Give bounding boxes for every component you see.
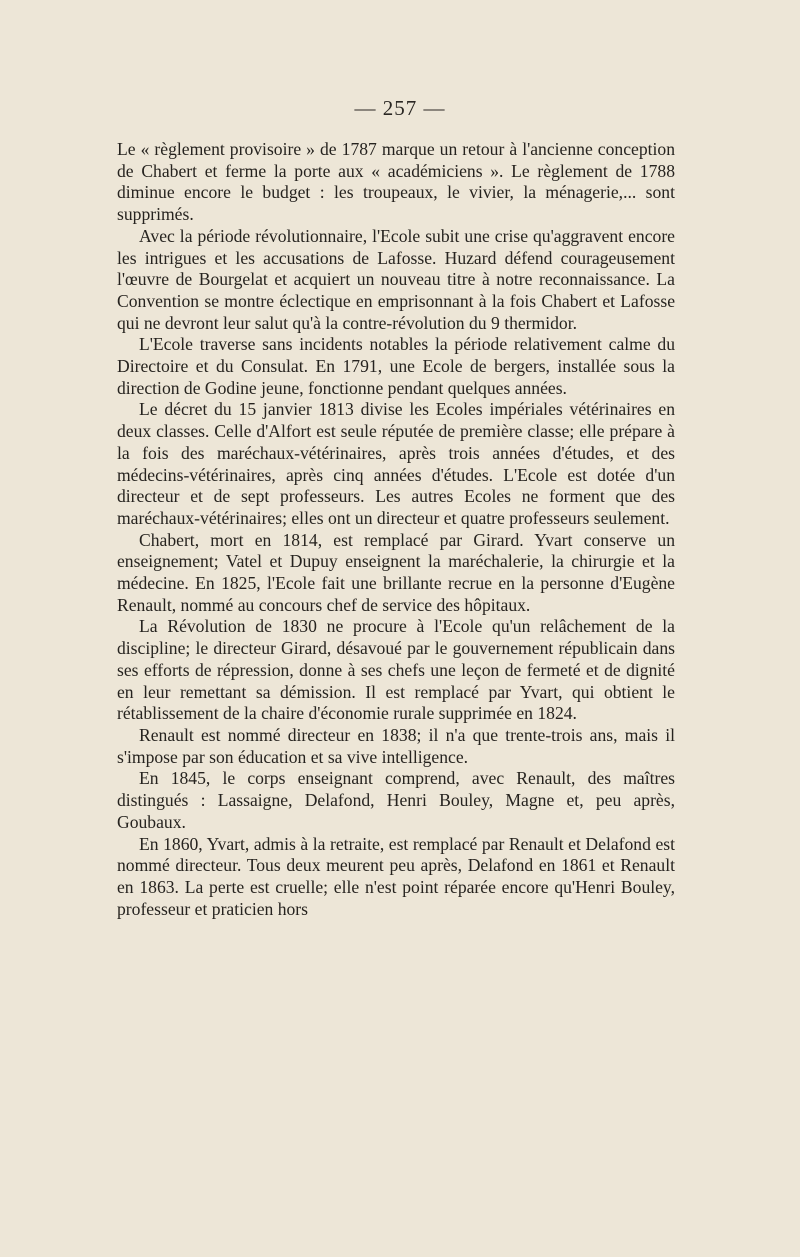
paragraph-8: En 1845, le corps enseignant comprend, avec Renault, des maîtres distingués : Lassaigne, Delafond, Henri Bouley, Magne et, peu après, Goubaux. — [117, 768, 675, 832]
paragraph-3: L'Ecole traverse sans incidents notables la période relativement calme du Directoire et du Consulat. En 1791, une Ecole de bergers, installée sous la direction de Godine jeune, fonctionne pendant quelques années. — [117, 334, 675, 398]
paragraph-4: Le décret du 15 janvier 1813 divise les Ecoles impériales vétérinaires en deux classes. Celle d'Alfort est seule réputée de première classe; elle prépare à la fois des maréchaux-vétérinaires, après trois années d'études, et des médecins-vétérinaires, après cinq années d'études. L'Ecole est dotée d'un directeur et de sept professeurs. Les autres Ecoles ne forment que des maréchaux-vétérinaires; elles ont un directeur et quatre professeurs seulement. — [117, 399, 675, 528]
paragraph-7: Renault est nommé directeur en 1838; il n'a que trente-trois ans, mais il s'impose par son éducation et sa vive intelligence. — [117, 724, 675, 767]
paragraph-9: En 1860, Yvart, admis à la retraite, est remplacé par Renault et Delafond est nommé directeur. Tous deux meurent peu après, Delafond en 1861 et Renault en 1863. La perte est cruelle; elle n'est point réparée encore qu'Henri Bouley, professeur et praticien hors — [117, 833, 675, 919]
page-number: — 257 — — [354, 96, 446, 120]
body-text — [117, 139, 675, 920]
paragraph-1: Le « règlement provisoire » de 1787 marque un retour à l'ancienne conception de Chabert et ferme la porte aux « académiciens ». Le règlement de 1788 diminue encore le budget : les troupeaux, le vivier, la ménagerie,... sont supprimés. — [117, 139, 675, 225]
paragraph-6: La Révolution de 1830 ne procure à l'Ecole qu'un relâchement de la discipline; le directeur Girard, désavoué par le gouvernement républicain dans ses efforts de répression, donne à ses chefs une leçon de fermeté et de dignité en leur remettant sa démission. Il est remplacé par Yvart, qui obtient le rétablissement de la chaire d'économie rurale supprimée en 1824. — [117, 616, 675, 724]
paragraph-5: Chabert, mort en 1814, est remplacé par Girard. Yvart conserve un enseignement; Vatel et Dupuy enseignent la maréchalerie, la chirurgie et la médecine. En 1825, l'Ecole fait une brillante recrue en la personne d'Eugène Renault, nommé au concours chef de service des hôpitaux. — [117, 529, 675, 615]
paragraph-2: Avec la période révolutionnaire, l'Ecole subit une crise qu'aggravent encore les intrigues et les accusations de Lafosse. Huzard défend courageusement l'œuvre de Bourgelat et acquiert un nouveau titre à notre reconnaissance. La Convention se montre éclectique en emprisonnant à la fois Chabert et Lafosse qui ne devront leur salut qu'à la contre-révolution du 9 thermidor. — [117, 225, 675, 333]
